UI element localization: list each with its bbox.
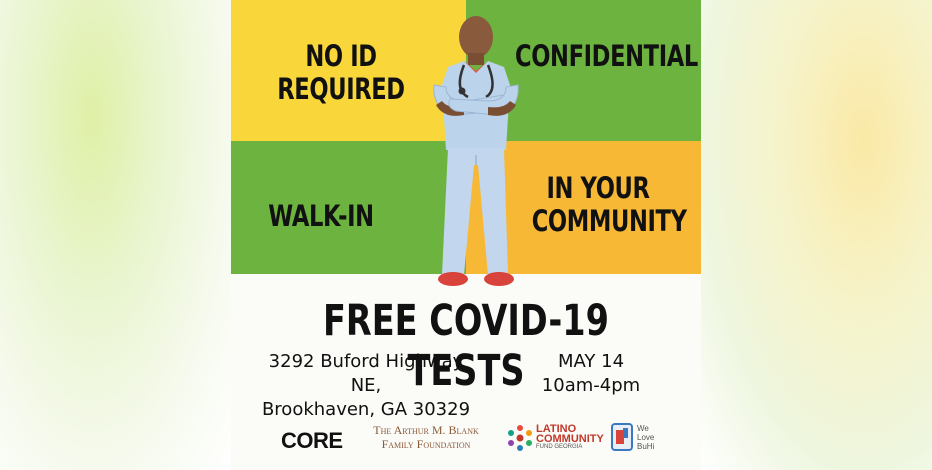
event-time: 10am-4pm [541, 375, 641, 396]
feature-no-id-required: NO ID REQUIRED [277, 39, 405, 107]
event-address [251, 350, 481, 422]
background-right-blur [701, 0, 932, 470]
health-worker-illustration [406, 15, 546, 295]
blank-line-1: The Arthur M. Blank [373, 423, 479, 437]
feature-confidential: CONFIDENTIAL [515, 39, 698, 73]
buhi-line-3: BuHi [637, 442, 655, 451]
event-date-time [531, 350, 651, 398]
latino-line-1: LATINO [536, 423, 577, 435]
feature-in-your-community [531, 171, 687, 239]
feature-line-1: IN YOUR [546, 171, 650, 205]
blank-line-2: Family Foundation [381, 437, 471, 451]
core-logo: CORE [281, 428, 343, 453]
event-date: MAY 14 [557, 351, 625, 372]
covid-test-poster [231, 0, 701, 470]
address-line-1: 3292 Buford Highway NE, [268, 351, 464, 396]
buhi-icon [611, 422, 635, 452]
feature-line-2: COMMUNITY [531, 204, 687, 239]
buhi-line-1: We [637, 424, 649, 433]
buhi-line-2: Love [637, 433, 655, 442]
feature-walk-in: WALK-IN [268, 199, 374, 233]
address-line-2: Brookhaven, GA 30329 [261, 399, 471, 420]
we-love-buhi-logo [611, 422, 671, 456]
background-left-blur [0, 0, 231, 470]
latino-line-3: FUND GEORGIA [536, 444, 583, 450]
blank-foundation-logo [361, 423, 491, 451]
latino-community-fund-logo [506, 424, 606, 454]
latino-line-2: COMMUNITY [536, 433, 604, 445]
page-title: FREE COVID-19 TESTS [323, 296, 609, 396]
latino-fund-icon [506, 424, 534, 452]
